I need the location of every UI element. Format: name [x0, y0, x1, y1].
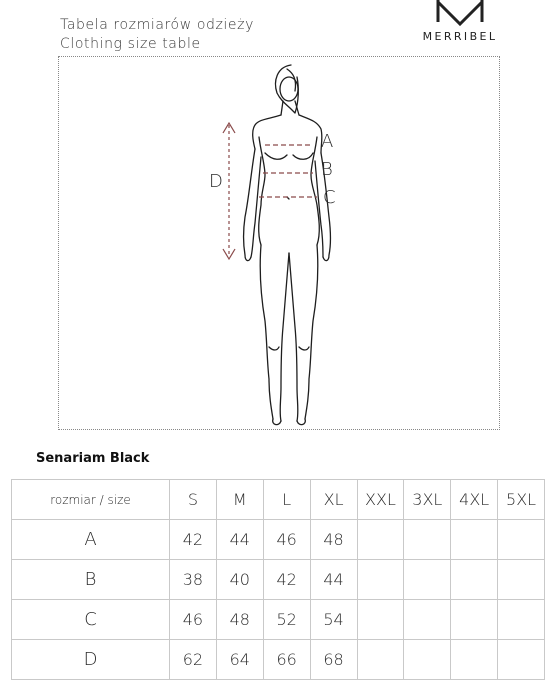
table-cell — [357, 600, 404, 640]
table-cell: 46 — [263, 520, 310, 560]
row-label: B — [12, 560, 170, 600]
table-cell: 38 — [170, 560, 217, 600]
table-row-c — [12, 600, 545, 640]
product-name: Senariam Black — [36, 451, 150, 466]
table-cell — [498, 520, 545, 560]
measure-label-d: D — [209, 171, 223, 192]
table-cell — [451, 520, 498, 560]
table-cell — [404, 600, 451, 640]
table-cell: 40 — [216, 560, 263, 600]
row-label: C — [12, 600, 170, 640]
size-header-xxl: XXL — [357, 480, 404, 520]
table-cell: 48 — [216, 600, 263, 640]
table-cell: 64 — [216, 640, 263, 680]
table-cell — [498, 600, 545, 640]
table-cell: 44 — [216, 520, 263, 560]
measure-lines — [223, 123, 317, 259]
size-header-row — [12, 480, 545, 520]
figure-box — [58, 56, 500, 430]
table-row-a — [12, 520, 545, 560]
table-cell — [404, 560, 451, 600]
title-english: Clothing size table — [60, 36, 201, 52]
measure-label-c: C — [323, 187, 336, 208]
table-cell: 66 — [263, 640, 310, 680]
row-label: A — [12, 520, 170, 560]
table-cell: 44 — [310, 560, 357, 600]
measure-label-b: B — [321, 159, 333, 180]
table-row-d — [12, 640, 545, 680]
size-header-3xl: 3XL — [404, 480, 451, 520]
table-cell — [404, 640, 451, 680]
size-header-l: L — [263, 480, 310, 520]
table-cell — [404, 520, 451, 560]
table-cell: 52 — [263, 600, 310, 640]
table-cell — [498, 560, 545, 600]
table-cell: 68 — [310, 640, 357, 680]
table-cell — [451, 600, 498, 640]
body-figure-illustration — [59, 57, 499, 429]
table-cell — [498, 640, 545, 680]
table-cell — [451, 640, 498, 680]
title-polish: Tabela rozmiarów odzieży — [60, 17, 254, 33]
table-cell: 42 — [263, 560, 310, 600]
brand-name: MERRIBEL — [422, 30, 498, 43]
table-row-b — [12, 560, 545, 600]
size-table — [11, 479, 545, 680]
table-cell — [451, 560, 498, 600]
size-header-5xl: 5XL — [498, 480, 545, 520]
logo-m-icon — [430, 0, 490, 28]
size-header-xl: XL — [310, 480, 357, 520]
measure-label-a: A — [321, 131, 334, 152]
size-header-4xl: 4XL — [451, 480, 498, 520]
title-block — [60, 16, 254, 54]
table-cell — [357, 520, 404, 560]
row-label: D — [12, 640, 170, 680]
table-cell: 54 — [310, 600, 357, 640]
table-cell: 62 — [170, 640, 217, 680]
table-cell — [357, 560, 404, 600]
table-cell: 42 — [170, 520, 217, 560]
brand-logo — [412, 0, 508, 43]
table-cell: 46 — [170, 600, 217, 640]
table-cell — [357, 640, 404, 680]
size-header-m: M — [216, 480, 263, 520]
size-label-header: rozmiar / size — [12, 480, 170, 520]
size-header-s: S — [170, 480, 217, 520]
table-cell: 48 — [310, 520, 357, 560]
